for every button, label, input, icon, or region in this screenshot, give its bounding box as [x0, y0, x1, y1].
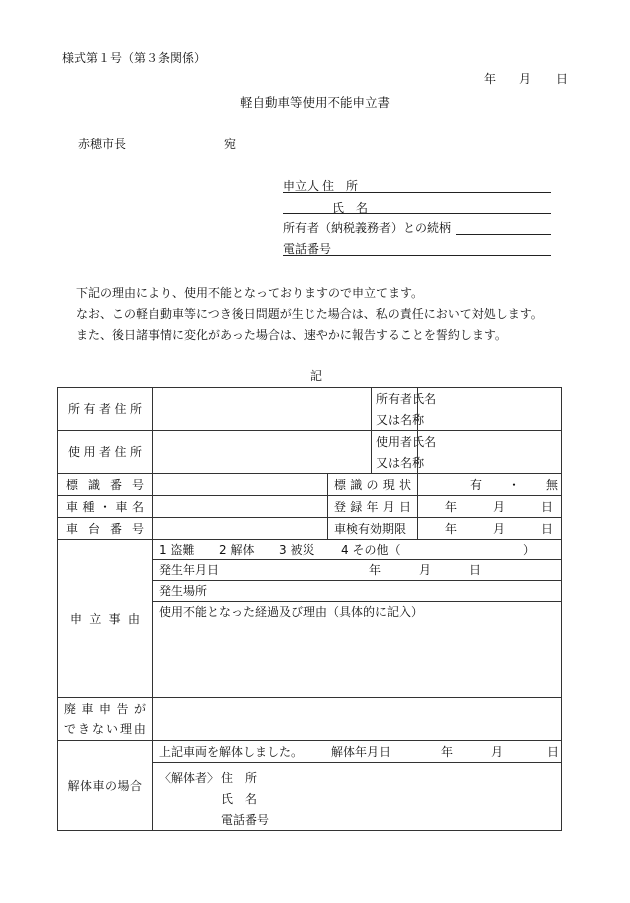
applicant-name-label: 氏 名 — [332, 201, 369, 215]
insp-year-label: 年 — [444, 521, 457, 536]
reason-label: 申 立 事 由 — [58, 540, 153, 698]
dismantled-statement-row[interactable] — [153, 741, 562, 763]
phone-label: 電話番号 — [283, 242, 332, 256]
option-other[interactable]: 4 その他（ — [341, 542, 401, 557]
reason-detail-field[interactable] — [153, 602, 562, 698]
date-year-label: 年 — [484, 72, 497, 86]
applicant-label: 申立人 — [283, 179, 320, 193]
plate-number-field[interactable] — [153, 474, 328, 496]
plate-separator: ・ — [508, 477, 521, 492]
option-disaster[interactable]: 3 被災 — [279, 542, 315, 557]
form-number: 様式第１号（第３条関係） — [62, 51, 207, 65]
reg-year-label: 年 — [444, 499, 457, 514]
user-address-label: 使 用 者 住 所 — [58, 431, 153, 474]
relation-label: 所有者（納税義務者）との続柄 — [283, 221, 452, 235]
vehicle-type-field[interactable] — [153, 496, 328, 518]
applicant-address-line[interactable] — [283, 192, 551, 193]
applicant-name-line[interactable] — [283, 213, 551, 214]
inspection-expiry-label: 車検有効期限 — [328, 518, 418, 540]
dismantler-address-label: 住 所 — [221, 770, 258, 785]
statement-line-2: なお、この軽自動車等につき後日問題が生じた場合は、私の責任において対処します。 — [76, 307, 543, 321]
plate-number-label: 標 識 番 号 — [58, 474, 153, 496]
phone-line[interactable] — [283, 255, 551, 256]
owner-name-field[interactable] — [418, 388, 562, 431]
dismantler-phone-label: 電話番号 — [221, 812, 270, 827]
date-month-label: 月 — [519, 72, 532, 86]
statement-line-3: また、後日諸事情に変化があった場合は、速やかに報告することを誓約します。 — [76, 328, 507, 342]
occ-month-label: 月 — [419, 563, 432, 577]
occurrence-date-label: 発生年月日 — [159, 563, 220, 577]
reg-month-label: 月 — [492, 499, 505, 514]
occ-day-label: 日 — [469, 563, 482, 577]
plate-status-label: 標 識 の 現 状 — [328, 474, 418, 496]
user-address-field[interactable] — [153, 431, 372, 474]
dis-month-label: 月 — [491, 744, 504, 759]
insp-month-label: 月 — [492, 521, 505, 536]
owner-address-label: 所 有 者 住 所 — [58, 388, 153, 431]
dismantler-name-label: 氏 名 — [221, 791, 258, 806]
dismantler-label: 〈解体者〉 — [159, 770, 220, 785]
occurrence-place-label: 発生場所 — [159, 584, 208, 598]
option-dismantle[interactable]: 2 解体 — [219, 542, 255, 557]
user-name-field[interactable] — [418, 431, 562, 474]
reason-detail-label: 使用不能となった経過及び理由（具体的に記入） — [159, 605, 424, 619]
cannot-scrap-field[interactable] — [153, 698, 562, 741]
occurrence-place-row[interactable] — [153, 581, 562, 602]
insp-day-label: 日 — [541, 521, 554, 536]
user-name-label: 使 用 者 氏 名 又 は 名 称 — [372, 431, 418, 474]
dismantler-info[interactable] — [153, 763, 562, 831]
addressee-suffix: 宛 — [224, 137, 237, 151]
dis-day-label: 日 — [547, 744, 560, 759]
owner-address-field[interactable] — [153, 388, 372, 431]
ki-mark: 記 — [310, 369, 323, 383]
dis-year-label: 年 — [441, 744, 454, 759]
occ-year-label: 年 — [369, 563, 382, 577]
date-day-label: 日 — [556, 72, 569, 86]
dismantled-text: 上記車両を解体しました。 — [159, 744, 304, 759]
reg-day-label: 日 — [541, 499, 554, 514]
plate-yes-option[interactable]: 有 — [470, 477, 483, 492]
option-other-close: ） — [523, 542, 536, 557]
chassis-number-field[interactable] — [153, 518, 328, 540]
plate-status-field[interactable] — [418, 474, 562, 496]
reason-options-row — [153, 540, 562, 560]
document-title: 軽自動車等使用不能申立書 — [240, 95, 391, 110]
chassis-number-label: 車 台 番 号 — [58, 518, 153, 540]
addressee: 赤穂市長 — [78, 137, 127, 151]
owner-name-label: 所 有 者 氏 名 又 は 名 称 — [372, 388, 418, 431]
option-theft[interactable]: 1 盗難 — [159, 542, 195, 557]
occurrence-date-row[interactable] — [153, 560, 562, 581]
statement-line-1: 下記の理由により、使用不能となっておりますので申立てます。 — [76, 286, 424, 300]
relation-line[interactable] — [456, 234, 551, 235]
vehicle-type-label: 車 種 ・ 車 名 — [58, 496, 153, 518]
plate-no-option[interactable]: 無 — [546, 477, 559, 492]
inspection-expiry-field[interactable] — [418, 518, 562, 540]
applicant-address-label: 住 所 — [322, 179, 359, 193]
vehicle-info-table — [57, 387, 562, 831]
registration-date-field[interactable] — [418, 496, 562, 518]
dismantle-date-label: 解体年月日 — [331, 744, 392, 759]
cannot-scrap-label: 廃 車 申 告 が で き な い 理 由 — [58, 698, 153, 741]
registration-date-label: 登 録 年 月 日 — [328, 496, 418, 518]
dismantled-label: 解体車の場合 — [58, 741, 153, 831]
